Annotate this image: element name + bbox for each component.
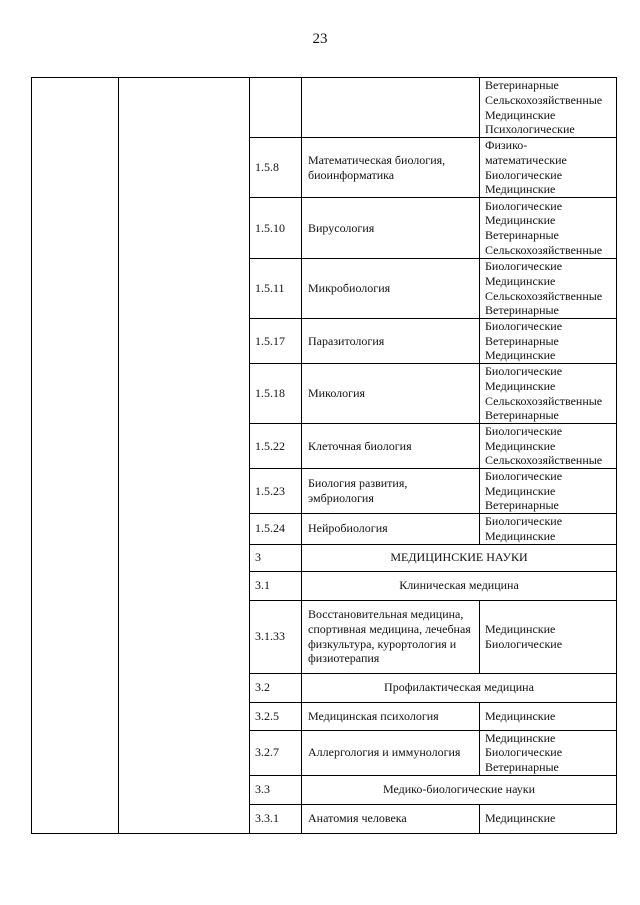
specialty-name: Биология развития, эмбриология: [302, 469, 480, 514]
science-branch: Биологические: [485, 259, 563, 274]
science-branch: Психологические: [485, 122, 575, 137]
science-branch: Медицинские: [485, 708, 556, 723]
science-branches: [480, 804, 617, 833]
specialty-code: 1.5.10: [250, 198, 302, 259]
science-branches: [480, 364, 617, 424]
science-branches: [480, 138, 617, 198]
specialty-code: 3.1.33: [250, 600, 302, 673]
specialty-name: Микология: [302, 364, 480, 424]
specialty-code: 3.2: [250, 673, 302, 702]
science-branch: Биологические: [485, 319, 563, 333]
science-branch: Медицинские: [485, 273, 556, 288]
science-branch: Сельскохозяйственные: [485, 92, 603, 107]
table-body: [32, 78, 617, 834]
science-branches: [480, 702, 617, 730]
science-branch: Медицинские: [485, 378, 556, 393]
specialty-name: Анатомия человека: [302, 804, 480, 833]
science-branch: Медицинские: [485, 528, 556, 543]
section-title: Медико-биологические науки: [302, 775, 617, 804]
section-title: МЕДИЦИНСКИЕ НАУКИ: [302, 544, 617, 571]
science-branch: Ветеринарные: [485, 408, 559, 423]
science-branch: Медицинские: [485, 621, 556, 636]
science-branches: [480, 423, 617, 468]
science-branch: Медицинские: [485, 213, 556, 228]
section-title: Клиническая медицина: [302, 571, 617, 600]
science-branch: Биологические: [485, 364, 563, 379]
science-branch: Ветеринарные: [485, 228, 559, 242]
specialty-name: Математическая биология, биоинформатика: [302, 138, 480, 198]
science-branch: математические: [485, 152, 567, 167]
science-branch: Ветеринарные: [485, 759, 559, 774]
science-branches: [480, 469, 617, 514]
science-branches: [480, 259, 617, 319]
science-branch: Биологические: [485, 167, 563, 182]
science-branches: [480, 514, 617, 544]
science-branch: Медицинские: [485, 730, 556, 745]
specialty-name: Вирусология: [302, 198, 480, 259]
science-branch: Биологические: [485, 198, 563, 213]
specialty-name: Нейробиология: [302, 514, 480, 544]
specialty-code: 3.2.7: [250, 730, 302, 775]
science-branch: Физико-: [485, 138, 528, 153]
specialty-name: [302, 78, 480, 138]
science-branch: Медицинские: [485, 811, 556, 826]
specialty-code: 1.5.11: [250, 259, 302, 319]
specialty-code: 1.5.17: [250, 319, 302, 364]
science-branch: Сельскохозяйственные: [485, 242, 603, 257]
science-branch: Ветеринарные: [485, 498, 559, 513]
specialty-code: 1.5.18: [250, 364, 302, 424]
science-branch: Биологические: [485, 423, 563, 438]
specialty-code: 3.3: [250, 775, 302, 804]
science-branches: [480, 319, 617, 364]
specialty-name: Медицинская психология: [302, 702, 480, 730]
science-branch: Медицинские: [485, 182, 556, 197]
page-number: 23: [312, 31, 328, 47]
science-branch: Биологические: [485, 469, 563, 484]
science-branch: Сельскохозяйственные: [485, 453, 603, 468]
specialty-name: Паразитология: [302, 319, 480, 364]
specialty-code: 1.5.22: [250, 423, 302, 468]
specialty-code: 3.1: [250, 571, 302, 600]
specialty-code: 3: [250, 544, 302, 571]
specialty-code: 1.5.24: [250, 514, 302, 544]
specialty-code: 3.3.1: [250, 804, 302, 833]
specialty-code: 1.5.23: [250, 469, 302, 514]
specialties-table: [31, 77, 617, 834]
science-branch: Ветеринарные: [485, 303, 559, 318]
specialty-code: 3.2.5: [250, 702, 302, 730]
science-branch: Медицинские: [485, 438, 556, 453]
science-branch: Сельскохозяйственные: [485, 393, 603, 408]
science-branch: Медицинские: [485, 348, 556, 363]
specialty-code: 1.5.8: [250, 138, 302, 198]
specialty-name: Микробиология: [302, 259, 480, 319]
science-branch: Ветеринарные: [485, 78, 559, 93]
specialty-name: Клеточная биология: [302, 423, 480, 468]
specialty-name: Аллергология и иммунология: [302, 730, 480, 775]
science-branches: [480, 198, 617, 259]
science-branch: Биологические: [485, 745, 563, 760]
blank-column-1: [32, 78, 119, 834]
science-branches: [480, 600, 617, 673]
blank-column-2: [119, 78, 250, 834]
science-branch: Биологические: [485, 514, 563, 529]
science-branch: Ветеринарные: [485, 333, 559, 348]
specialty-code: [250, 78, 302, 138]
science-branches: [480, 78, 617, 138]
science-branches: [480, 730, 617, 775]
science-branch: Медицинские: [485, 483, 556, 498]
table-row: [32, 78, 617, 138]
science-branch: Медицинские: [485, 107, 556, 122]
specialty-name: Восстановительная медицина, спортивная медицина, лечебная физкультура, курортология и физиотерапия: [302, 600, 480, 673]
section-title: Профилактическая медицина: [302, 673, 617, 702]
science-branch: Биологические: [485, 636, 563, 651]
science-branch: Сельскохозяйственные: [485, 288, 603, 303]
